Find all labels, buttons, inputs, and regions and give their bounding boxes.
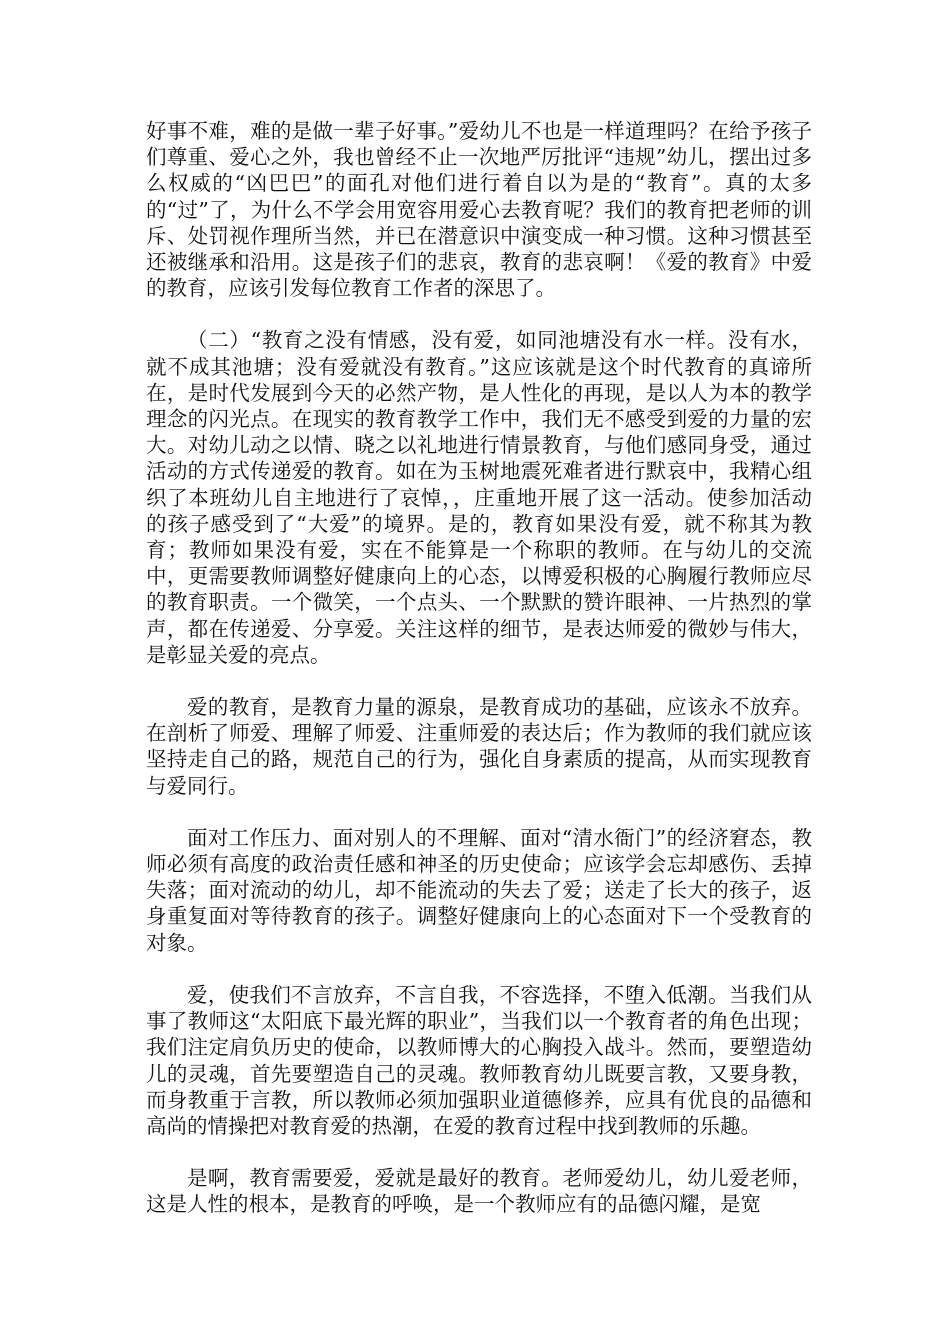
document-page (146, 118, 812, 1244)
paragraph-3: 爱的教育，是教育力量的源泉，是教育成功的基础，应该永不放弃。在剖析了师爱、理解了师爱、注重师爱的表达后；作为教师的我们就应该坚持走自己的路，规范自己的行为，强化自身素质的提高，从而实现教育与爱同行。 (146, 695, 812, 798)
paragraph-4: 面对工作压力、面对别人的不理解、面对“清水衙门”的经济窘态，教师必须有高度的政治责任感和神圣的历史使命；应该学会忘却感伤、丢掉失落；面对流动的幼儿，却不能流动的失去了爱；送走了长大的孩子，返身重复面对等待教育的孩子。调整好健康向上的心态面对下一个受教育的对象。 (146, 825, 812, 955)
paragraph-6: 是啊，教育需要爱，爱就是最好的教育。老师爱幼儿，幼儿爱老师，这是人性的根本，是教育的呼唤，是一个教师应有的品德闪耀，是宽 (146, 1166, 812, 1217)
paragraph-1: 好事不难，难的是做一辈子好事。”爱幼儿不也是一样道理吗？在给予孩子们尊重、爱心之外，我也曾经不止一次地严厉批评“违规”幼儿，摆出过多么权威的“凶巴巴”的面孔对他们进行着自以为是的“教育”。真的太多的“过”了，为什么不学会用宽容用爱心去教育呢？我们的教育把老师的训斥、处罚视作理所当然，并已在潜意识中演变成一种习惯。这种习惯甚至还被继承和沿用。这是孩子们的悲哀，教育的悲哀啊！《爱的教育》中爱的教育，应该引发每位教育工作者的深思了。 (146, 119, 812, 301)
paragraph-2: （二）“教育之没有情感，没有爱，如同池塘没有水一样。没有水，就不成其池塘；没有爱就没有教育。”这应该就是这个时代教育的真谛所在，是时代发展到今天的必然产物，是人性化的再现，是以人为本的教学理念的闪光点。在现实的教育教学工作中，我们无不感受到爱的力量的宏大。对幼儿动之以情、晓之以礼地进行情景教育，与他们感同身受，通过活动的方式传递爱的教育。如在为玉树地震死难者进行默哀中，我精心组织了本班幼儿自主地进行了哀悼，，庄重地开展了这一活动。使参加活动的孩子感受到了“大爱”的境界。是的，教育如果没有爱，就不称其为教育；教师如果没有爱，实在不能算是一个称职的教师。在与幼儿的交流中，更需要教师调整好健康向上的心态，以博爱积极的心胸履行教师应尽的教育职责。一个微笑，一个点头、一个默默的赞许眼神、一片热烈的掌声，都在传递爱、分享爱。关注这样的细节，是表达师爱的微妙与伟大，是彰显关爱的亮点。 (146, 328, 812, 667)
paragraph-5: 爱，使我们不言放弃，不言自我，不容选择，不堕入低潮。当我们从事了教师这“太阳底下最光辉的职业”，当我们以一个教育者的角色出现；我们注定肩负历史的使命，以教师博大的心胸投入战斗。然而，要塑造幼儿的灵魂，首先要塑造自己的灵魂。教师教育幼儿既要言教，又要身教，而身教重于言教，所以教师必须加强职业道德修养，应具有优良的品德和高尚的情操把对教育爱的热潮，在爱的教育过程中找到教师的乐趣。 (146, 982, 812, 1138)
